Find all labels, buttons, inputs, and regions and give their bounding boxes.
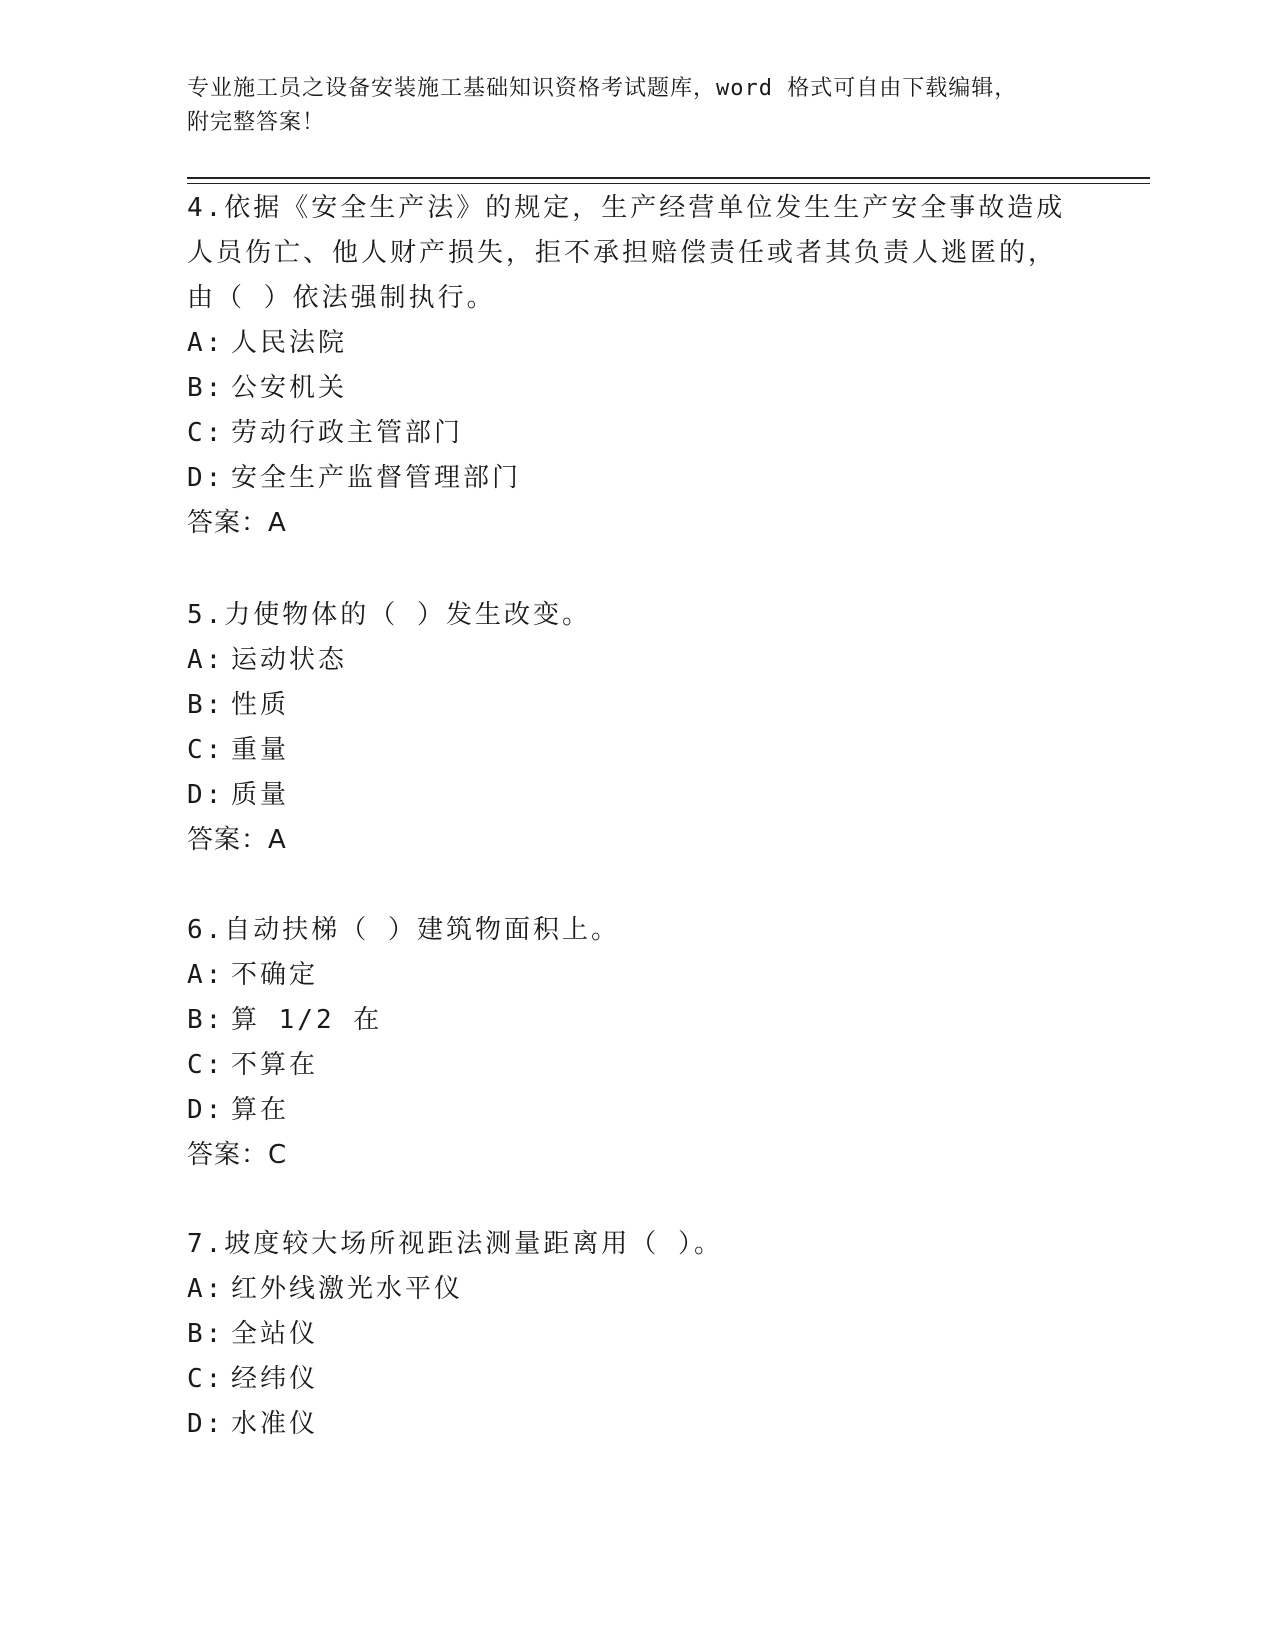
option-text: 质量 [231, 780, 290, 810]
option-letter: B: [187, 1319, 225, 1349]
option-text: 红外线激光水平仪 [231, 1274, 464, 1304]
option-a [187, 321, 1087, 366]
answer-line: 答案：A [187, 508, 287, 538]
question-stem-line: 人员伤亡、他人财产损失，拒不承担赔偿责任或者其负责人逃匿的， [187, 238, 1058, 268]
option-letter: D: [187, 1409, 225, 1439]
question-stem-line: 由（ ）依法强制执行。 [187, 283, 496, 313]
option-letter: D: [187, 463, 225, 493]
question-7 [187, 1222, 1087, 1447]
option-d [187, 456, 1087, 501]
option-b [187, 366, 1087, 411]
question-stem-line: 4.依据《安全生产法》的规定，生产经营单位发生生产安全事故造成 [187, 193, 1066, 223]
option-text: 重量 [231, 735, 290, 765]
option-text: 全站仪 [231, 1319, 319, 1349]
option-letter: C: [187, 735, 225, 765]
option-letter: D: [187, 1095, 225, 1125]
option-a [187, 1267, 1087, 1312]
header-line-2: 附完整答案！ [187, 110, 326, 135]
option-letter: B: [187, 1005, 225, 1035]
option-text: 不算在 [231, 1050, 319, 1080]
answer-line: 答案：C [187, 1140, 288, 1170]
option-letter: C: [187, 1050, 225, 1080]
question-5 [187, 593, 1087, 863]
option-c [187, 1043, 1087, 1088]
option-letter: A: [187, 960, 225, 990]
option-b [187, 683, 1087, 728]
option-letter: D: [187, 780, 225, 810]
option-c [187, 728, 1087, 773]
option-text: 经纬仪 [231, 1364, 319, 1394]
option-b [187, 1312, 1087, 1357]
option-letter: C: [187, 418, 225, 448]
question-stem-line: 7.坡度较大场所视距法测量距离用（ ）。 [187, 1229, 723, 1259]
option-letter: A: [187, 1274, 225, 1304]
question-stem-line: 6.自动扶梯（ ）建筑物面积上。 [187, 915, 620, 945]
question-stem-line: 5.力使物体的（ ）发生改变。 [187, 600, 591, 630]
option-a [187, 953, 1087, 998]
option-text: 性质 [231, 690, 290, 720]
header-line-1: 专业施工员之设备安装施工基础知识资格考试题库，word 格式可自由下载编辑， [187, 76, 1018, 101]
question-6 [187, 908, 1087, 1178]
option-letter: B: [187, 373, 225, 403]
option-letter: B: [187, 690, 225, 720]
answer-line: 答案：A [187, 825, 287, 855]
header-divider-thin [187, 183, 1150, 184]
option-text: 算 1/2 在 [231, 1005, 383, 1035]
option-text: 公安机关 [231, 373, 348, 403]
document-header [187, 72, 1087, 140]
option-c [187, 1357, 1087, 1402]
option-text: 安全生产监督管理部门 [231, 463, 522, 493]
option-c [187, 411, 1087, 456]
option-text: 水准仪 [231, 1409, 319, 1439]
option-b [187, 998, 1087, 1043]
question-4 [187, 186, 1087, 546]
option-text: 运动状态 [231, 645, 348, 675]
header-divider [187, 177, 1150, 179]
option-text: 人民法院 [231, 328, 348, 358]
option-letter: A: [187, 645, 225, 675]
option-text: 不确定 [231, 960, 319, 990]
option-a [187, 638, 1087, 683]
option-text: 劳动行政主管部门 [231, 418, 464, 448]
option-text: 算在 [231, 1095, 290, 1125]
option-letter: A: [187, 328, 225, 358]
option-d [187, 1402, 1087, 1447]
option-d [187, 773, 1087, 818]
option-d [187, 1088, 1087, 1133]
option-letter: C: [187, 1364, 225, 1394]
